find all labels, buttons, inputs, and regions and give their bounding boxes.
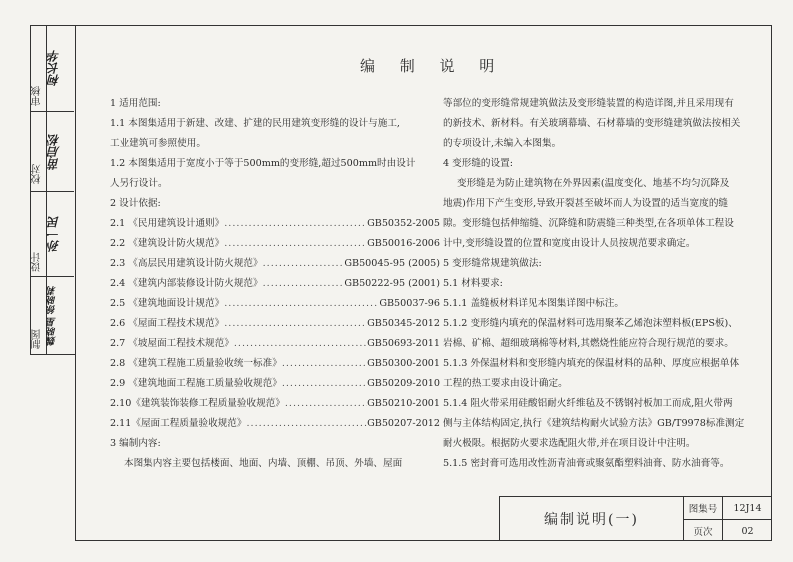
clause-1-1: 1.1 本图集适用于新建、改建、扩建的民用建筑变形缝的设计与施工, bbox=[110, 118, 400, 129]
sidebar-label-review: 审核 bbox=[32, 86, 43, 106]
reference-row bbox=[110, 234, 440, 254]
section-1-heading: 1 适用范围: bbox=[110, 98, 161, 109]
reference-name: 2.2 《建筑设计防火规范》 bbox=[110, 238, 225, 249]
page-number-value: 02 bbox=[741, 525, 754, 537]
section-4-text-3: 隙。变形缝包括伸缩缝、沉降缝和防震缝三种类型,在各项单体工程设 bbox=[443, 218, 734, 229]
right-column bbox=[443, 94, 763, 474]
reference-row bbox=[110, 274, 440, 294]
atlas-number-value: 12J14 bbox=[733, 502, 762, 514]
reference-code: GB50045-95 (2005) bbox=[344, 258, 440, 269]
reference-code: GB50209-2010 bbox=[367, 378, 440, 389]
section-3-text: 本图集内容主要包括楼面、地面、内墙、顶棚、吊顶、外墙、屋面 bbox=[124, 458, 403, 469]
sidebar-cell-design bbox=[31, 191, 74, 276]
reference-row bbox=[110, 214, 440, 234]
reference-row bbox=[110, 354, 440, 374]
sidebar-label-drafting: 制图 bbox=[32, 329, 43, 349]
section-3-heading: 3 编制内容: bbox=[110, 438, 161, 449]
reference-code: GB50222-95 (2001) bbox=[344, 278, 440, 289]
reference-code: GB50016-2006 bbox=[367, 238, 440, 249]
reference-code: GB50345-2012 bbox=[367, 318, 440, 329]
section-3-text-cont-2: 的新技术、新材料。有关玻璃幕墙、石材幕墙的变形缝建筑做法按相关 bbox=[443, 118, 741, 129]
reference-row bbox=[110, 294, 440, 314]
reference-name: 2.1 《民用建筑设计通则》 bbox=[110, 218, 225, 229]
reference-row bbox=[110, 334, 440, 354]
section-3-text-cont-3: 的专项设计,未编入本图集。 bbox=[443, 138, 562, 149]
clause-5-1-4-cont-2: 耐火极限。根据防火要求选配阻火带,并在项目设计中注明。 bbox=[443, 438, 696, 449]
reference-name: 2.10《建筑装饰装修工程质量验收规范》 bbox=[110, 398, 285, 409]
reference-code: GB50300-2001 bbox=[367, 358, 440, 369]
page-title: 编 制 说 明 bbox=[360, 57, 505, 75]
sidebar-cell-check bbox=[31, 111, 74, 191]
clause-5-1-5: 5.1.5 密封膏可选用改性沥青油膏或聚氨酯塑料油膏、防水油膏等。 bbox=[443, 458, 730, 469]
clause-5-1-4-cont-1: 侧与主体结构固定,执行《建筑结构耐火试验方法》GB/T9978标准测定 bbox=[443, 418, 745, 429]
reference-code: GB50693-2011 bbox=[367, 338, 440, 349]
clause-5-1-3-cont: 工程的热工要求由设计确定。 bbox=[443, 378, 568, 389]
reference-name: 2.7 《坡屋面工程技术规范》 bbox=[110, 338, 234, 349]
sidebar-label-check: 校对 bbox=[32, 164, 43, 184]
reference-name: 2.4 《建筑内部装修设计防火规范》 bbox=[110, 278, 263, 289]
reference-row bbox=[110, 314, 440, 334]
page-number-label: 页次 bbox=[693, 527, 713, 538]
clause-5-1-3: 5.1.3 外保温材料和变形缝内填充的保温材料的品种、厚度应根据单体 bbox=[443, 358, 740, 369]
section-5-heading: 5 变形缝常规建筑做法: bbox=[443, 258, 542, 269]
clause-5-1: 5.1 材料要求: bbox=[443, 278, 503, 289]
reference-code: GB50207-2012 bbox=[367, 418, 440, 429]
reference-name: 2.8 《建筑工程施工质量验收统一标准》 bbox=[110, 358, 282, 369]
clause-1-1-cont: 工业建筑可参照使用。 bbox=[110, 138, 206, 149]
reference-row bbox=[110, 414, 440, 434]
section-4-text-1: 变形缝是为防止建筑物在外界因素(温度变化、地基不均匀沉降及 bbox=[457, 178, 730, 189]
reference-row bbox=[110, 394, 440, 414]
clause-5-1-4: 5.1.4 阻火带采用硅酸铝耐火纤维毡及不锈钢衬板加工而成,阻火带两 bbox=[443, 398, 733, 409]
sidebar-signature-review: 柯长华 bbox=[47, 50, 61, 86]
signature-sidebar bbox=[30, 25, 75, 355]
atlas-number-label: 图集号 bbox=[688, 504, 718, 515]
clause-5-1-2-cont: 岩棉、矿棉、超细玻璃棉等材料,其燃烧性能应符合现行规范的要求。 bbox=[443, 338, 734, 349]
sidebar-signature-design: 孙一民 bbox=[47, 216, 61, 252]
sidebar-label-design: 设计 bbox=[32, 252, 43, 272]
sidebar-cell-review bbox=[31, 26, 74, 111]
reference-code: GB50037-96 bbox=[379, 298, 440, 309]
reference-code: GB50352-2005 bbox=[367, 218, 440, 229]
sidebar-signature-check: 苗启松 bbox=[47, 134, 61, 170]
reference-row bbox=[110, 254, 440, 274]
left-column bbox=[110, 94, 440, 474]
clause-5-1-2: 5.1.2 变形缝内填充的保温材料可选用聚苯乙烯泡沫塑料板(EPS板)、 bbox=[443, 318, 738, 329]
reference-name: 2.9 《建筑地面工程施工质量验收规范》 bbox=[110, 378, 282, 389]
reference-name: 2.11《屋面工程质量验收规范》 bbox=[110, 418, 247, 429]
section-4-text-2: 地震)作用下产生变形,导致开裂甚至破坏而人为设置的适当宽度的缝 bbox=[443, 198, 729, 209]
sidebar-signature-drafting: 魏晓星 徐晓莉 bbox=[47, 285, 58, 347]
sheet-name: 编制说明(一) bbox=[544, 512, 639, 528]
reference-name: 2.6 《屋面工程技术规范》 bbox=[110, 318, 225, 329]
section-3-text-cont-1: 等部位的变形缝常规建筑做法及变形缝装置的构造详图,并且采用现有 bbox=[443, 98, 734, 109]
reference-name: 2.3 《高层民用建筑设计防火规范》 bbox=[110, 258, 263, 269]
section-4-text-4: 计中,变形缝设置的位置和宽度由设计人员按规范要求确定。 bbox=[443, 238, 696, 249]
reference-code: GB50210-2001 bbox=[367, 398, 440, 409]
reference-name: 2.5 《建筑地面设计规范》 bbox=[110, 298, 225, 309]
clause-1-2: 1.2 本图集适用于宽度小于等于500mm的变形缝,超过500mm时由设计 bbox=[110, 158, 416, 169]
section-2-heading: 2 设计依据: bbox=[110, 198, 161, 209]
sidebar-cell-drafting bbox=[31, 276, 74, 354]
section-4-heading: 4 变形缝的设置: bbox=[443, 158, 513, 169]
clause-5-1-1: 5.1.1 盖缝板材料详见本图集详图中标注。 bbox=[443, 298, 624, 309]
reference-row bbox=[110, 374, 440, 394]
title-block bbox=[499, 496, 772, 541]
clause-1-2-cont: 人另行设计。 bbox=[110, 178, 168, 189]
